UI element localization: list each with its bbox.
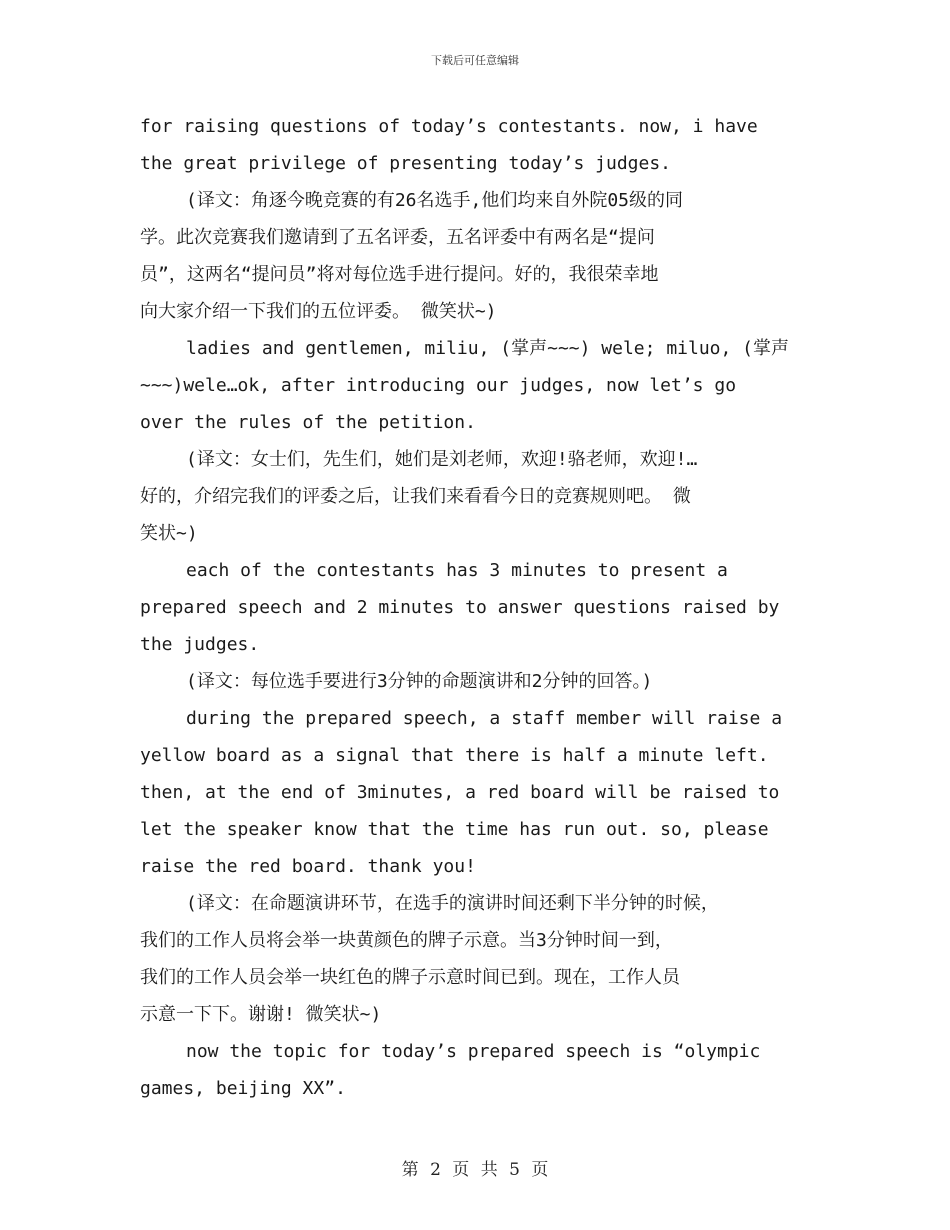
text-line: 示意一下下。谢谢! 微笑状~) — [140, 1004, 382, 1025]
page-header: 下载后可任意编辑 — [431, 54, 519, 67]
text-line: during the prepared speech, a staff member will raise a — [186, 708, 783, 729]
text-line: 我们的工作人员会举一块红色的牌子示意时间已到。现在，工作人员 — [140, 967, 680, 988]
text-line: raise the red board. thank you! — [140, 856, 476, 877]
text-line: (译文：每位选手要进行3分钟的命题演讲和2分钟的回答。) — [186, 671, 653, 692]
text-line: ~~~)wele…ok, after introducing our judges, now let’s go — [140, 375, 737, 396]
text-line: prepared speech and 2 minutes to answer questions raised by — [140, 597, 780, 618]
text-line: 我们的工作人员将会举一块黄颜色的牌子示意。当3分钟时间一到， — [140, 930, 673, 951]
text-line: let the speaker know that the time has run out. so, please — [140, 819, 769, 840]
text-line: each of the contestants has 3 minutes to present a — [186, 560, 728, 581]
page-footer: 第 2 页 共 5 页 — [401, 1160, 549, 1180]
text-line: over the rules of the petition. — [140, 412, 476, 433]
text-line: 笑状~) — [140, 523, 198, 544]
text-line: 学。此次竞赛我们邀请到了五名评委，五名评委中有两名是“提问 — [140, 227, 655, 248]
text-line: (译文：女士们，先生们，她们是刘老师，欢迎!骆老师，欢迎!… — [186, 449, 698, 470]
text-line: 员”，这两名“提问员”将对每位选手进行提问。好的，我很荣幸地 — [140, 264, 659, 285]
document-body — [140, 108, 800, 1107]
text-line: ladies and gentlemen, miliu, (掌声~~~) wele; miluo, (掌声 — [186, 338, 790, 359]
text-line: (译文：角逐今晚竞赛的有26名选手,他们均来自外院05级的同 — [186, 190, 684, 211]
text-line: for raising questions of today’s contestants. now, i have — [140, 116, 758, 137]
text-line: the judges. — [140, 634, 260, 655]
text-line: (译文：在命题演讲环节，在选手的演讲时间还剩下半分钟的时候， — [186, 893, 719, 914]
text-line: now the topic for today’s prepared speech is “olympic — [186, 1041, 761, 1062]
text-line: games, beijing XX”. — [140, 1078, 346, 1099]
text-line: then, at the end of 3minutes, a red board will be raised to — [140, 782, 780, 803]
text-line: 好的，介绍完我们的评委之后，让我们来看看今日的竞赛规则吧。 微 — [140, 486, 691, 507]
text-line: 向大家介绍一下我们的五位评委。 微笑状~) — [140, 301, 497, 322]
text-line: yellow board as a signal that there is half a minute left. — [140, 745, 769, 766]
text-line: the great privilege of presenting today’s judges. — [140, 153, 672, 174]
